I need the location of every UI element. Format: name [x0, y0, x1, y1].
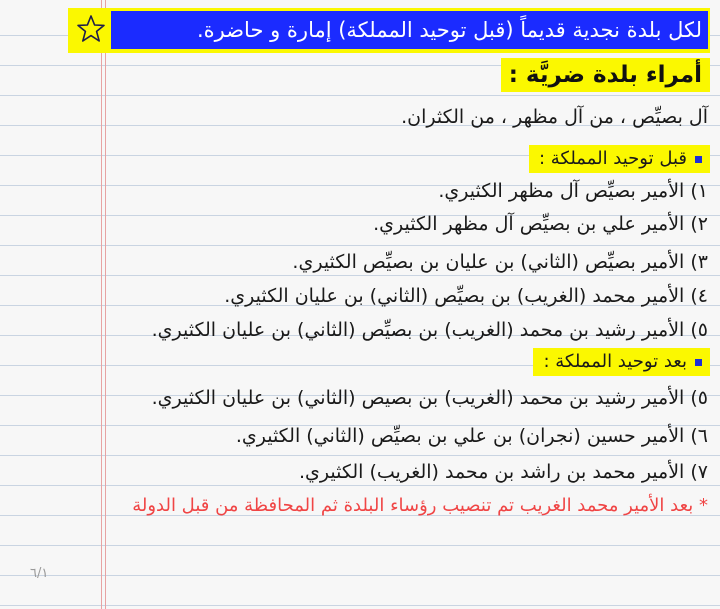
- list-item: ١) الأمير بصيِّص آل مظهر الكثيري.: [438, 180, 708, 202]
- section-title: أمراء بلدة ضريَّة :: [501, 58, 710, 92]
- list-item: ٥) الأمير رشيد بن محمد (الغريب) بن بصيص (الثاني) بن عليان الكثيري.: [151, 387, 708, 409]
- section-heading-before: [529, 145, 710, 173]
- title-highlight: [68, 8, 710, 53]
- list-item: ٥) الأمير رشيد بن محمد (الغريب) بن بصيِّص (الثاني) بن عليان الكثيري.: [151, 319, 708, 341]
- page-title: لكل بلدة نجدية قديماً (قبل توحيد المملكة) إمارة و حاضرة.: [111, 11, 708, 49]
- list-item: ٤) الأمير محمد (الغريب) بن بصيِّص (الثاني) بن عليان الكثيري.: [224, 285, 708, 307]
- bullet-icon: [695, 359, 702, 366]
- families-line: آل بصيِّص ، من آل مظهر ، من الكثران.: [401, 106, 708, 128]
- bullet-icon: [695, 156, 702, 163]
- section-heading-after: [533, 348, 710, 376]
- page-number: ٦/١: [30, 566, 49, 581]
- section-heading-label: بعد توحيد المملكة :: [543, 351, 687, 372]
- list-item: ٢) الأمير علي بن بصيِّص آل مظهر الكثيري.: [373, 213, 708, 235]
- section-heading-label: قبل توحيد المملكة :: [538, 148, 687, 169]
- list-item: ٣) الأمير بصيِّص (الثاني) بن عليان بن بصيِّص الكثيري.: [292, 251, 708, 273]
- star-outline-icon: [76, 14, 106, 44]
- list-item: ٦) الأمير حسين (نجران) بن علي بن بصيِّص (الثاني) الكثيري.: [235, 425, 708, 447]
- list-item: ٧) الأمير محمد بن راشد بن محمد (الغريب) الكثيري.: [298, 461, 708, 483]
- footnote: * بعد الأمير محمد الغريب تم تنصيب رؤساء البلدة ثم المحافظة من قبل الدولة: [132, 495, 708, 516]
